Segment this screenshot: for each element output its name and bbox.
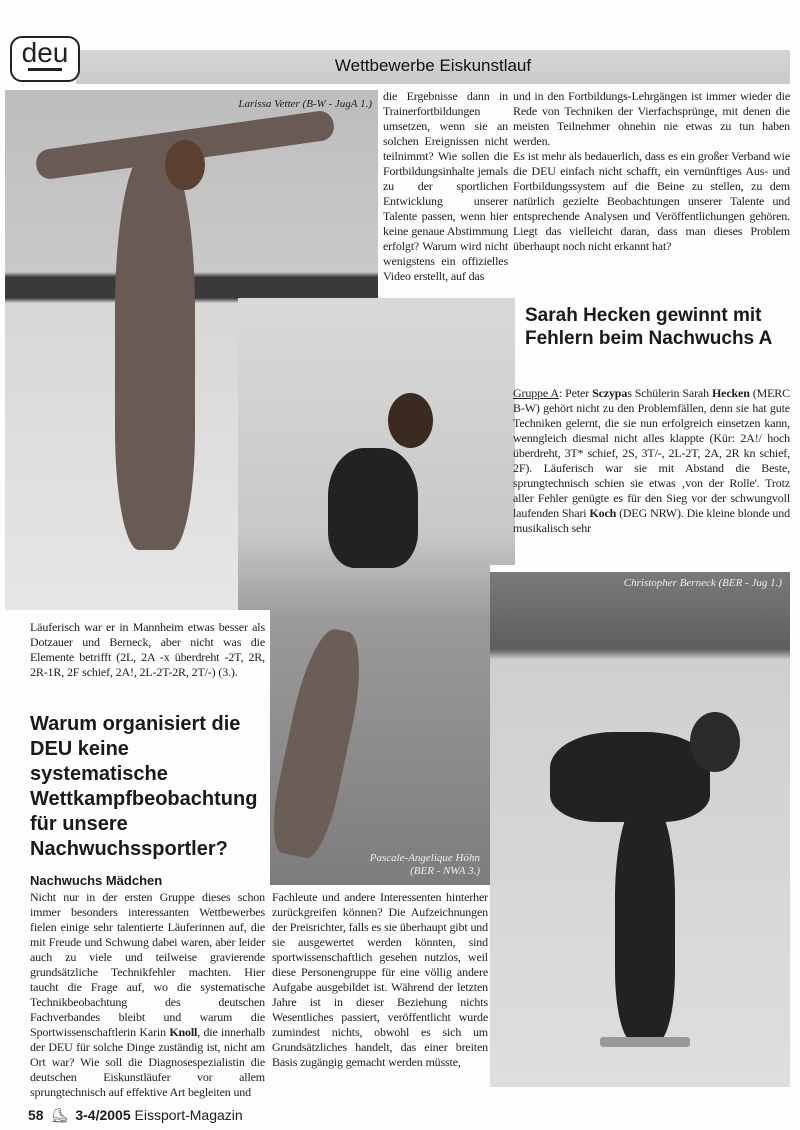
deu-logo: deu xyxy=(10,36,80,82)
subheading: Nachwuchs Mädchen xyxy=(30,873,163,888)
left-paragraph: Läuferisch war er in Mannheim etwas besser als Dotzauer und Berneck, aber nicht was die Elemente betrifft (2L, 2A -x überdreht -2T, 2R, 2R-1R, 2F schief, 2A!, 2L-2T-2R, 2T/-) (3.). xyxy=(30,620,265,679)
middle-bottom-column: Fachleute und andere Interessenten hinterher zurückgreifen können? Die Aufzeichnungen der Preisrichter, falls es sie überhaupt gibt und sie ausgewertet werden könnten, sind sportwissenschaftlich gesehen nutzlos, weil diese Personengruppe für eine völlig andere Aufgabe ausgebildet ist. Während der letzten Jahre ist in dieser Beziehung nichts Wesentliches passiert, veröffentlicht wurde zumindest nichts, obwohl es sich um Grundsätzliches handelt, das einer breiten Basis zugängig gemacht werden müsste, xyxy=(272,890,488,1069)
top-middle-column: die Ergebnisse dann in Trainerfortbildungen umsetzen, wenn sie an solchen Ereignissen nicht teilnimmt? Wie sollen die Fortbildungsinhalte jemals zu der sportlichen Entwicklung unserer Talente passen, wenn hier keine genaue Abstimmung erfolgt? Warum wird nicht wenigstens ein offizielles Video erstellt, auf das xyxy=(383,89,508,283)
issue: 3-4/2005 xyxy=(75,1107,131,1123)
photo1-caption: Larissa Vetter (B-W - JugA 1.) xyxy=(238,98,372,110)
photo-christopher-berneck xyxy=(490,572,790,1087)
photo-pascale-angelique-hoehn xyxy=(238,298,515,885)
page-number: 58 xyxy=(28,1107,44,1123)
footer xyxy=(28,1107,243,1124)
right-headline: Sarah Hecken gewinnt mit Fehlern beim Nachwuchs A xyxy=(525,305,773,349)
right-paragraph: Gruppe A: Peter Sczypas Schülerin Sarah Hecken (MERC B-W) gehört nicht zu den Problemfällen, denn sie hat gute Techniken gelernt, die sie nun erfolgreich einsetzen kann, wenngleich diesmal nicht alles klappte (Kür: 2A!/ hoch überdreht, 3T* schief, 2S, 3T/-, 2L-2T, 2A, 2R kn schief, 2F). Läuferisch war sie mit Abstand die Beste, sprungtechnisch schien sie etwas ‚von der Rolle'. Trotz aller Fehler genügte es für den Sieg vor der schwungvoll laufenden Shari Koch (DEG NRW). Die kleine blonde und musikalisch sehr xyxy=(513,386,790,535)
magazine-name: Eissport-Magazin xyxy=(134,1107,243,1123)
photo2-caption: Pascale-Angelique Höhn (BER - NWA 3.) xyxy=(369,852,480,877)
skater-icon: ⛸ xyxy=(50,1107,69,1123)
photo3-caption: Christopher Berneck (BER - Jug 1.) xyxy=(623,577,782,589)
left-body: Nicht nur in der ersten Gruppe dieses schon immer besonders interessanten Wettbewerbes fielen einige sehr talentierte Läuferinnen auf, die mit Freude und Schwung dabei waren, aber leider auch zu viele und teilweise gravierende grundsätzliche Technikfehler machten. Hier taucht die Frage auf, wo die systematische Technikbeobachtung des deutschen Fachverbandes bleibt und warum die Sportwissenschaftlerin Karin Knoll, die innerhalb der DEU für solche Dinge zuständig ist, nicht am Ort war? Wie soll die Diagnosespezialistin die deutschen Eiskunstläufer vor allem sprungtechnisch auf effektive Art begleiten und xyxy=(30,890,265,1099)
left-headline: Warum organisiert die DEU keine systematische Wettkampfbeobachtung für unsere Nachwuchssportler? xyxy=(30,713,258,860)
top-right-column: und in den Fortbildungs-Lehrgängen ist immer wieder die Rede von Techniken der Vierfachsprünge, mit denen die meisten Teilnehmer ohnehin nie etwas zu tun haben werden. Es ist mehr als bedauerlich, dass es ein großer Verband wie die DEU einfach nicht schafft, ein vernünftiges Aus- und Fortbildungssystem auf die Beine zu stellen, zu dem natürlich gezielte Beobachtungen unserer Talente und entsprechende Analysen und Veröffentlichungen gehören. Liegt das vielleicht daran, dass man dieses Problem überhaupt noch nicht erkannt hat? xyxy=(513,89,790,253)
section-title: Wettbewerbe Eiskunstlauf xyxy=(334,56,532,75)
